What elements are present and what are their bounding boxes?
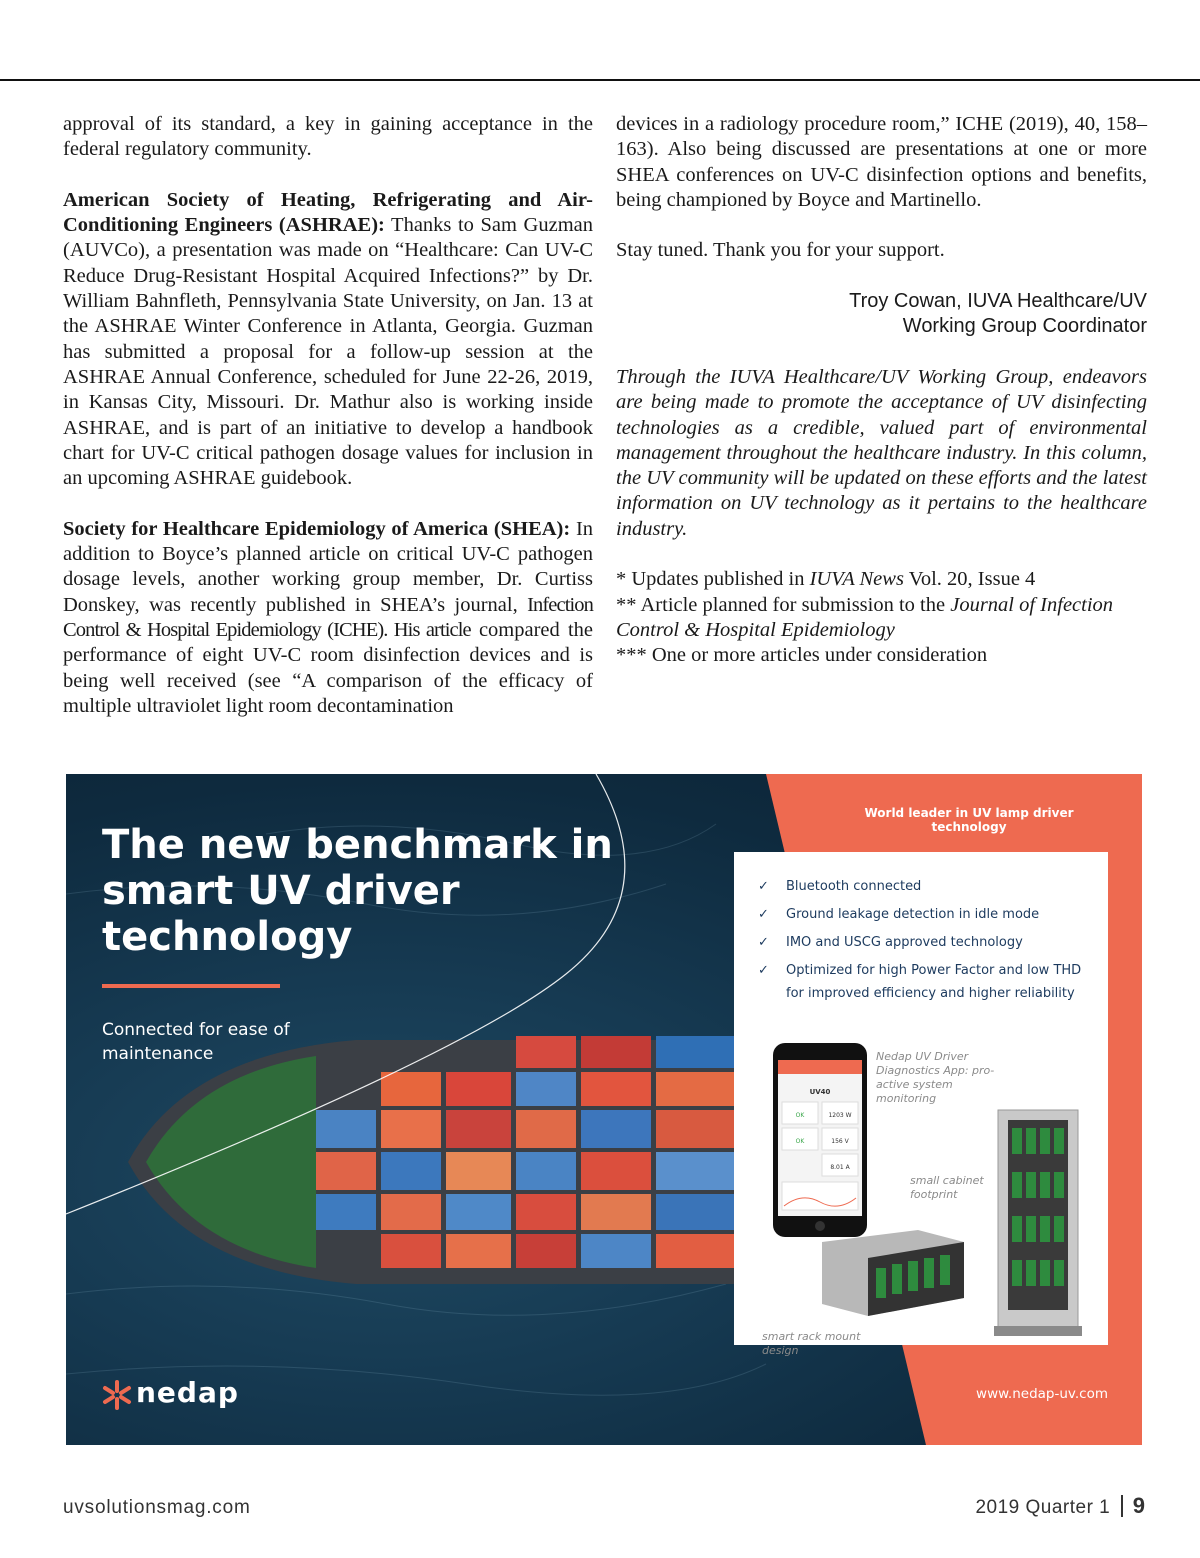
footnote-2: [616, 593, 1147, 644]
ad-headline: The new benchmark in smart UV driver technology: [102, 822, 613, 960]
feature-text: Bluetooth connected: [786, 879, 922, 894]
phone-current: 8.01 A: [830, 1164, 850, 1171]
paragraph-ashrae: [63, 188, 593, 492]
feature-text: IMO and USCG approved technology: [786, 935, 1023, 950]
footnote-2-journal: Journal of Infection Control & Hospital Epidemiology: [616, 593, 1114, 641]
footnote-3: *** One or more articles under consideration: [616, 644, 988, 667]
cabinet-illustration: [992, 1108, 1084, 1338]
column-description: Through the IUVA Healthcare/UV Working Group, endeavors are being made to promote the acceptance of UV disinfecting technologies as a credible, valued part of environmental management throughout the healthcare industry. In this column, the UV community will be updated on these efforts and the latest information on UV technology as it pertains to the healthcare industry.: [616, 365, 1147, 540]
left-column: [63, 112, 593, 719]
paragraph-approval: approval of its standard, a key in gaining acceptance in the federal regulatory community.: [63, 113, 593, 161]
ad-subheadline: Connected for ease of maintenance: [102, 1020, 290, 1064]
caption-rack: smart rack mount design: [762, 1330, 861, 1357]
check-icon: ✓: [758, 907, 769, 922]
footnote-1-suffix: Vol. 20, Issue 4: [903, 568, 1036, 591]
footnotes: [616, 567, 1147, 668]
feature-item: [756, 932, 1096, 955]
ad-url[interactable]: www.nedap-uv.com: [976, 1386, 1108, 1402]
paragraph-shea: [63, 517, 593, 719]
phone-app-illustration: [772, 1042, 868, 1238]
ad-tagline: World leader in UV lamp driver technology: [864, 806, 1074, 834]
nedap-logo-text: nedap: [136, 1376, 239, 1409]
check-icon: ✓: [758, 935, 769, 950]
check-icon: ✓: [758, 879, 769, 894]
footer-issue: 2019 Quarter 1: [975, 1497, 1111, 1518]
author-signature: [616, 289, 1147, 340]
footnote-2-prefix: ** Article planned for submission to the: [616, 593, 951, 616]
feature-panel: [734, 852, 1108, 1357]
phone-status-2: OK: [795, 1138, 805, 1145]
ashrae-heading: American Society of Heating, Refrigerating and Air-Conditioning Engineers (ASHRAE):: [63, 188, 593, 237]
feature-list: [756, 876, 1096, 1011]
rack-illustration: [818, 1228, 968, 1320]
caption-cabinet: small cabinet footprint: [910, 1174, 984, 1201]
paragraph-iche: devices in a radiology procedure room,” ICHE (2019), 40, 158–163). Also being discussed are presentations at one or more SHEA conferences on UV-C disinfection options and benefits, being championed by Boyce and Martinello.: [616, 113, 1147, 211]
shea-body-2: Infection Control & Hospital Epidemiology (ICHE). His article: [63, 593, 593, 641]
ship-bow-deck: [146, 1056, 316, 1268]
footer-site: uvsolutionsmag.com: [63, 1497, 251, 1518]
shea-heading: Society for Healthcare Epidemiology of America (SHEA):: [63, 517, 571, 540]
nedap-star-icon: [102, 1380, 132, 1410]
footnote-1-pub: IUVA News: [809, 568, 904, 591]
feature-item: [756, 960, 1096, 1005]
feature-item: [756, 876, 1096, 899]
footnote-1: [616, 567, 1147, 592]
signature-line-2: Working Group Coordinator: [902, 315, 1147, 338]
footnote-1-prefix: * Updates published in: [616, 568, 810, 591]
right-column: [616, 112, 1147, 669]
page-number: 9: [1132, 1493, 1145, 1518]
feature-item: [756, 904, 1096, 927]
shea-body-3: compared the performance of eight UV-C room disinfection devices and is being well received (see “A comparison of the efficacy of multiple ultraviolet light room decontamination: [63, 618, 594, 717]
check-icon: ✓: [758, 963, 769, 978]
footer-separator: [1121, 1495, 1123, 1517]
phone-power: 1203 W: [828, 1112, 852, 1119]
feature-text: Optimized for high Power Factor and low THD for improved efficiency and higher reliability: [786, 963, 1082, 1001]
caption-app: Nedap UV Driver Diagnostics App: pro-active system monitoring: [876, 1050, 995, 1105]
phone-model-label: UV40: [809, 1088, 831, 1096]
ashrae-body: Thanks to Sam Guzman (AUVCo), a presentation was made on “Healthcare: Can UV-C Reduce Drug-Resistant Hospital Acquired Infections?” by Dr. William Bahnfleth, Pennsylvania State University, on Jan. 13 at the ASHRAE Winter Conference in Atlanta, Georgia. Guzman has submitted a proposal for a follow-up session at the ASHRAE Annual Conference, scheduled for June 22-26, 2019, in Kansas City, Missouri. Dr. Mathur also is working inside ASHRAE, and is part of an initiative to develop a handbook chart for UV-C critical pathogen dosage values for inclusion in an upcoming ASHRAE guidebook.: [63, 214, 593, 490]
header-rule: [0, 79, 1200, 81]
paragraph-stay-tuned: Stay tuned. Thank you for your support.: [616, 239, 945, 262]
phone-status-1: OK: [795, 1112, 805, 1119]
headline-underline: [102, 984, 280, 988]
shea-body-1: In addition to Boyce’s planned article on critical UV-C pathogen dosage levels, another working group member, Dr. Curtiss Donskey, was recently published in SHEA’s journal,: [63, 517, 594, 616]
feature-text: Ground leakage detection in idle mode: [786, 907, 1040, 922]
nedap-advertisement: [66, 774, 1142, 1445]
phone-voltage: 156 V: [831, 1138, 849, 1145]
signature-line-1: Troy Cowan, IUVA Healthcare/UV: [849, 290, 1147, 313]
footer-issue-block: [975, 1493, 1145, 1519]
